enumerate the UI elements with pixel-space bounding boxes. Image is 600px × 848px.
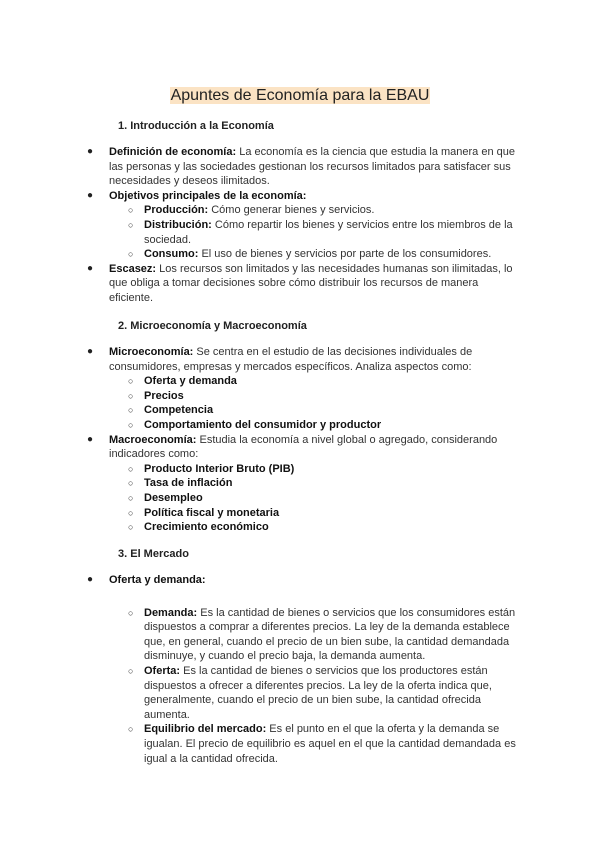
sub-item [128,476,521,491]
section-heading: 1. Introducción a la Economía [118,120,274,132]
list-item [87,573,521,766]
item-label: Definición de economía: [109,146,237,158]
sub-item-label: Crecimiento económico [144,521,269,534]
item-text: Estudia la economía a nivel global o agregado, considerando indicadores como: [109,433,498,461]
list-item [87,189,521,262]
section-3-list [87,573,521,766]
blank-line [109,588,521,606]
list-item [87,262,521,306]
sub-item [128,374,521,389]
circle-bullet-icon: ○ [128,219,134,230]
sub-item-label: Desempleo [144,491,203,504]
sub-item [128,491,521,506]
sub-item [128,247,521,262]
sub-item [128,462,521,477]
sub-item-label: Tasa de inflación [144,477,233,490]
sub-item [128,722,521,766]
sub-item-text: El uso de bienes y servicios por parte de los consumidores. [198,248,492,261]
sub-item-text: Es el punto en el que la oferta y la demanda se igualan. El precio de equilibrio es aquel en el que la cantidad demandada es igual a la cantidad ofrecida. [144,723,516,765]
sub-item [128,203,521,218]
bullet-icon: ● [87,146,94,157]
sub-item [128,418,521,433]
circle-bullet-icon: ○ [128,478,134,489]
bullet-icon: ● [87,189,94,201]
sub-list [109,203,521,261]
section-heading: 2. Microeconomía y Macroeconomía [118,320,307,332]
circle-bullet-icon: ○ [128,507,134,518]
sub-item-label: Precios [144,389,184,402]
circle-bullet-icon: ○ [128,390,134,401]
sub-item [128,218,521,247]
sub-item-label: Consumo: [144,248,199,261]
sub-item [128,606,521,664]
sub-item-label: Distribución: [144,218,212,231]
item-label: Macroeconomía: [109,433,197,446]
sub-item-label: Competencia [144,404,214,417]
circle-bullet-icon: ○ [128,376,134,387]
circle-bullet-icon: ○ [128,607,134,618]
circle-bullet-icon: ○ [128,463,134,474]
sub-item-text: Es la cantidad de bienes o servicios que los consumidores están dispuestos a comprar a diferentes precios. La ley de la demanda establece que, en general, cuando el precio de un bien sube, la cantidad demandada disminuye, y cuando el precio baja, la demanda aumenta. [144,606,516,663]
circle-bullet-icon: ○ [128,249,134,260]
item-text: Se centra en el estudio de las decisiones individuales de consumidores, empresas y mercados específicos. Analiza aspectos como: [109,346,473,373]
sub-item-label: Demanda: [144,606,198,619]
section-heading: 3. El Mercado [118,548,189,560]
sub-item-text: Es la cantidad de bienes o servicios que los productores están dispuestos a ofrecer a diferentes precios. La ley de la oferta indica que, generalmente, cuando el precio de un bien sube, la cantidad ofrecida aumenta. [144,664,492,721]
sub-item-label: Política fiscal y monetaria [144,506,280,519]
sub-list [109,374,521,432]
sub-item-text: Cómo generar bienes y servicios. [208,204,375,217]
sub-item-text: Cómo repartir los bienes y servicios entre los miembros de la sociedad. [144,218,513,246]
circle-bullet-icon: ○ [128,205,134,216]
item-text: Los recursos son limitados y las necesidades humanas son ilimitadas, lo que obliga a tomar decisiones sobre cómo distribuir los recursos de manera eficiente. [109,262,513,304]
circle-bullet-icon: ○ [128,405,134,416]
sub-list [109,606,521,767]
section-1-list [87,145,521,306]
item-label: Microeconomía: [109,346,194,358]
circle-bullet-icon: ○ [128,419,134,430]
sub-item [128,520,521,535]
bullet-icon: ● [87,574,94,585]
bullet-icon: ● [87,346,94,357]
item-text: La economía es la ciencia que estudia la manera en que las personas y las sociedades gestionan los recursos limitados para satisfacer sus necesidades y deseos ilimitados. [109,146,515,188]
sub-item-label: Oferta: [144,664,181,677]
list-item [87,145,521,189]
bullet-icon: ● [87,262,94,274]
page-title [0,86,600,106]
sub-item-label: Producto Interior Bruto (PIB) [144,462,295,475]
section-2-list [87,345,521,535]
item-label: Oferta y demanda: [109,574,206,586]
bullet-icon: ● [87,433,94,445]
page-title-text: Apuntes de Economía para la EBAU [170,87,430,104]
circle-bullet-icon: ○ [128,522,134,533]
circle-bullet-icon: ○ [128,724,134,735]
sub-list [109,462,521,535]
sub-item [128,403,521,418]
sub-item [128,389,521,404]
list-item [87,433,521,535]
sub-item-label: Comportamiento del consumidor y productor [144,418,382,431]
sub-item [128,664,521,722]
circle-bullet-icon: ○ [128,492,134,503]
item-label: Escasez: [109,262,157,275]
list-item [87,345,521,433]
circle-bullet-icon: ○ [128,665,134,676]
sub-item [128,506,521,521]
sub-item-label: Oferta y demanda [144,375,237,388]
sub-item-label: Equilibrio del mercado: [144,723,267,736]
item-label: Objetivos principales de la economía: [109,189,307,202]
sub-item-label: Producción: [144,204,209,217]
